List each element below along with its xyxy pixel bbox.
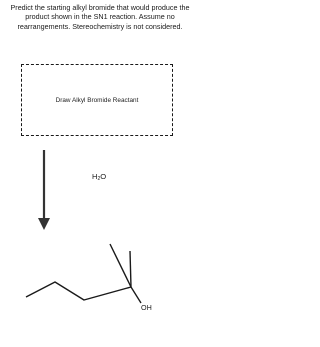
- reagent-prefix: H: [92, 172, 98, 181]
- draw-reactant-canvas[interactable]: [21, 64, 173, 136]
- draw-reactant-label: Draw Alkyl Bromide Reactant: [55, 97, 139, 104]
- question-text: Predict the starting alkyl bromide that would produce the product shown in the SN1 reaction. Assume no rearrangements. Stereochemistry is not considered.: [10, 3, 190, 31]
- hydroxyl-label: OH: [141, 303, 152, 312]
- reagent-subscript: 2: [97, 176, 101, 182]
- reagent-suffix: O: [100, 172, 107, 181]
- down-arrow-icon: [38, 150, 50, 230]
- reagent-label: [92, 172, 106, 182]
